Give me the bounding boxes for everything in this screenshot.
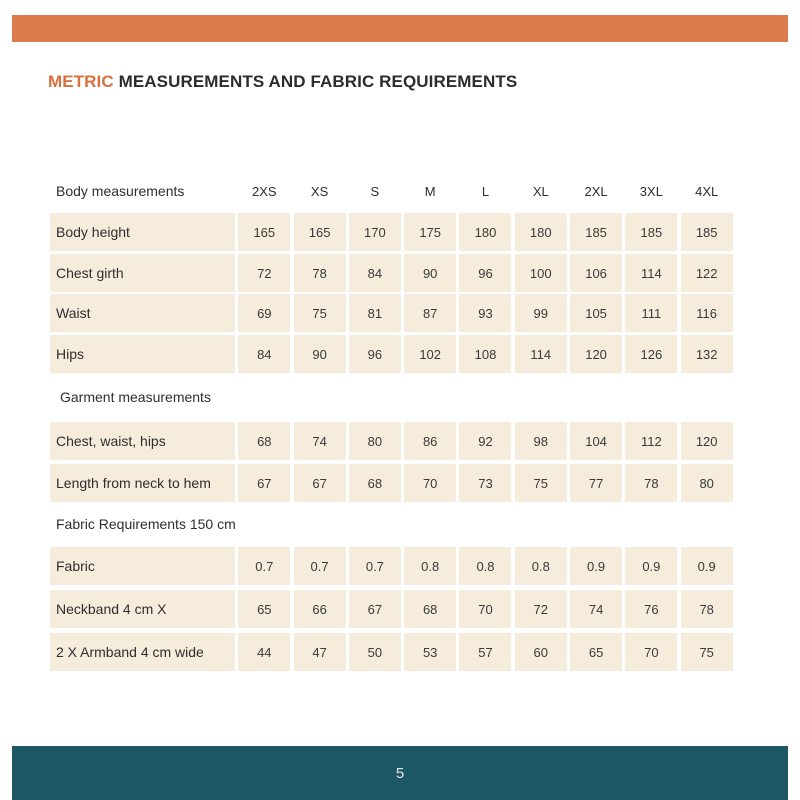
table-cell: 0.9 bbox=[625, 547, 677, 585]
table-cell: 80 bbox=[349, 422, 401, 460]
table-cell: 102 bbox=[404, 335, 456, 373]
table-cell: 74 bbox=[570, 590, 622, 628]
table-cell: 57 bbox=[459, 633, 511, 671]
row-label: Neckband 4 cm X bbox=[50, 590, 235, 628]
table-cell: 104 bbox=[570, 422, 622, 460]
table-cell: 0.7 bbox=[238, 547, 290, 585]
table-cell: 165 bbox=[294, 213, 346, 251]
table-cell: 96 bbox=[459, 254, 511, 292]
table-cell: 0.7 bbox=[349, 547, 401, 585]
table-cell: 105 bbox=[570, 294, 622, 332]
table-cell: 185 bbox=[570, 213, 622, 251]
table-cell: 68 bbox=[238, 422, 290, 460]
table-cell: 114 bbox=[515, 335, 567, 373]
table-cell: 78 bbox=[681, 590, 733, 628]
table-cell: 93 bbox=[459, 294, 511, 332]
row-label: Hips bbox=[50, 335, 235, 373]
table-cell: 75 bbox=[294, 294, 346, 332]
table-cell: 108 bbox=[459, 335, 511, 373]
table-cell: 180 bbox=[459, 213, 511, 251]
table-cell: 180 bbox=[515, 213, 567, 251]
table-cell: 70 bbox=[459, 590, 511, 628]
table-row bbox=[50, 633, 734, 671]
table-cell: 0.9 bbox=[570, 547, 622, 585]
table-cell: 81 bbox=[349, 294, 401, 332]
table-cell: 75 bbox=[681, 633, 733, 671]
size-heading: 3XL bbox=[639, 183, 663, 199]
table-cell: 68 bbox=[349, 464, 401, 502]
body-measurements-label: Body measurements bbox=[56, 183, 185, 199]
table-cell: 0.9 bbox=[681, 547, 733, 585]
table-cell: 165 bbox=[238, 213, 290, 251]
table-cell: 86 bbox=[404, 422, 456, 460]
fabric-requirements-label: Fabric Requirements 150 cm bbox=[56, 516, 236, 532]
table-cell: 175 bbox=[404, 213, 456, 251]
table-cell: 0.7 bbox=[294, 547, 346, 585]
table-row bbox=[50, 547, 734, 585]
table-cell: 70 bbox=[404, 464, 456, 502]
size-heading: M bbox=[424, 183, 436, 199]
size-heading: S bbox=[370, 183, 380, 199]
table-cell: 67 bbox=[238, 464, 290, 502]
row-label: 2 X Armband 4 cm wide bbox=[50, 633, 235, 671]
size-header-row bbox=[50, 172, 734, 210]
table-cell: 90 bbox=[294, 335, 346, 373]
table-cell: 73 bbox=[459, 464, 511, 502]
table-row bbox=[50, 294, 734, 332]
table-cell: 72 bbox=[515, 590, 567, 628]
table-cell: 116 bbox=[681, 294, 733, 332]
size-heading: XL bbox=[532, 183, 549, 199]
table-row bbox=[50, 213, 734, 251]
table-row bbox=[50, 422, 734, 460]
table-cell: 185 bbox=[681, 213, 733, 251]
table-cell: 84 bbox=[349, 254, 401, 292]
title-rest: MEASUREMENTS AND FABRIC REQUIREMENTS bbox=[113, 72, 518, 91]
table-cell: 120 bbox=[570, 335, 622, 373]
table-cell: 0.8 bbox=[404, 547, 456, 585]
size-heading: XS bbox=[310, 183, 329, 199]
table-cell: 122 bbox=[681, 254, 733, 292]
table-cell: 185 bbox=[625, 213, 677, 251]
table-cell: 106 bbox=[570, 254, 622, 292]
table-row bbox=[50, 464, 734, 502]
table-cell: 112 bbox=[625, 422, 677, 460]
table-cell: 65 bbox=[238, 590, 290, 628]
size-heading: 2XL bbox=[584, 183, 608, 199]
table-cell: 60 bbox=[515, 633, 567, 671]
table-cell: 87 bbox=[404, 294, 456, 332]
table-cell: 68 bbox=[404, 590, 456, 628]
table-cell: 72 bbox=[238, 254, 290, 292]
top-accent-bar bbox=[12, 15, 788, 42]
table-cell: 47 bbox=[294, 633, 346, 671]
table-cell: 78 bbox=[294, 254, 346, 292]
size-heading: L bbox=[481, 183, 490, 199]
page-number: 5 bbox=[395, 764, 405, 782]
row-label: Chest, waist, hips bbox=[50, 422, 235, 460]
table-cell: 0.8 bbox=[459, 547, 511, 585]
table-cell: 96 bbox=[349, 335, 401, 373]
row-label: Chest girth bbox=[50, 254, 235, 292]
table-cell: 44 bbox=[238, 633, 290, 671]
table-row bbox=[50, 590, 734, 628]
garment-measurements-label: Garment measurements bbox=[60, 389, 211, 405]
table-cell: 84 bbox=[238, 335, 290, 373]
table-cell: 98 bbox=[515, 422, 567, 460]
table-cell: 76 bbox=[625, 590, 677, 628]
table-cell: 132 bbox=[681, 335, 733, 373]
table-cell: 99 bbox=[515, 294, 567, 332]
table-cell: 77 bbox=[570, 464, 622, 502]
table-cell: 90 bbox=[404, 254, 456, 292]
table-cell: 120 bbox=[681, 422, 733, 460]
table-cell: 170 bbox=[349, 213, 401, 251]
row-label: Length from neck to hem bbox=[50, 464, 235, 502]
table-cell: 75 bbox=[515, 464, 567, 502]
table-cell: 50 bbox=[349, 633, 401, 671]
table-cell: 74 bbox=[294, 422, 346, 460]
table-cell: 67 bbox=[294, 464, 346, 502]
table-cell: 53 bbox=[404, 633, 456, 671]
row-label: Waist bbox=[50, 294, 235, 332]
table-row bbox=[50, 254, 734, 292]
table-row bbox=[50, 335, 734, 373]
table-cell: 69 bbox=[238, 294, 290, 332]
table-cell: 100 bbox=[515, 254, 567, 292]
table-cell: 66 bbox=[294, 590, 346, 628]
table-cell: 0.8 bbox=[515, 547, 567, 585]
table-cell: 67 bbox=[349, 590, 401, 628]
table-cell: 70 bbox=[625, 633, 677, 671]
table-cell: 126 bbox=[625, 335, 677, 373]
table-cell: 114 bbox=[625, 254, 677, 292]
size-heading: 4XL bbox=[695, 183, 719, 199]
page-title bbox=[48, 72, 517, 92]
footer-bar bbox=[12, 746, 788, 800]
table-cell: 80 bbox=[681, 464, 733, 502]
row-label: Body height bbox=[50, 213, 235, 251]
table-cell: 92 bbox=[459, 422, 511, 460]
table-cell: 78 bbox=[625, 464, 677, 502]
title-accent: METRIC bbox=[48, 72, 114, 91]
size-heading: 2XS bbox=[252, 183, 277, 199]
row-label: Fabric bbox=[50, 547, 235, 585]
table-cell: 65 bbox=[570, 633, 622, 671]
table-cell: 111 bbox=[625, 294, 677, 332]
